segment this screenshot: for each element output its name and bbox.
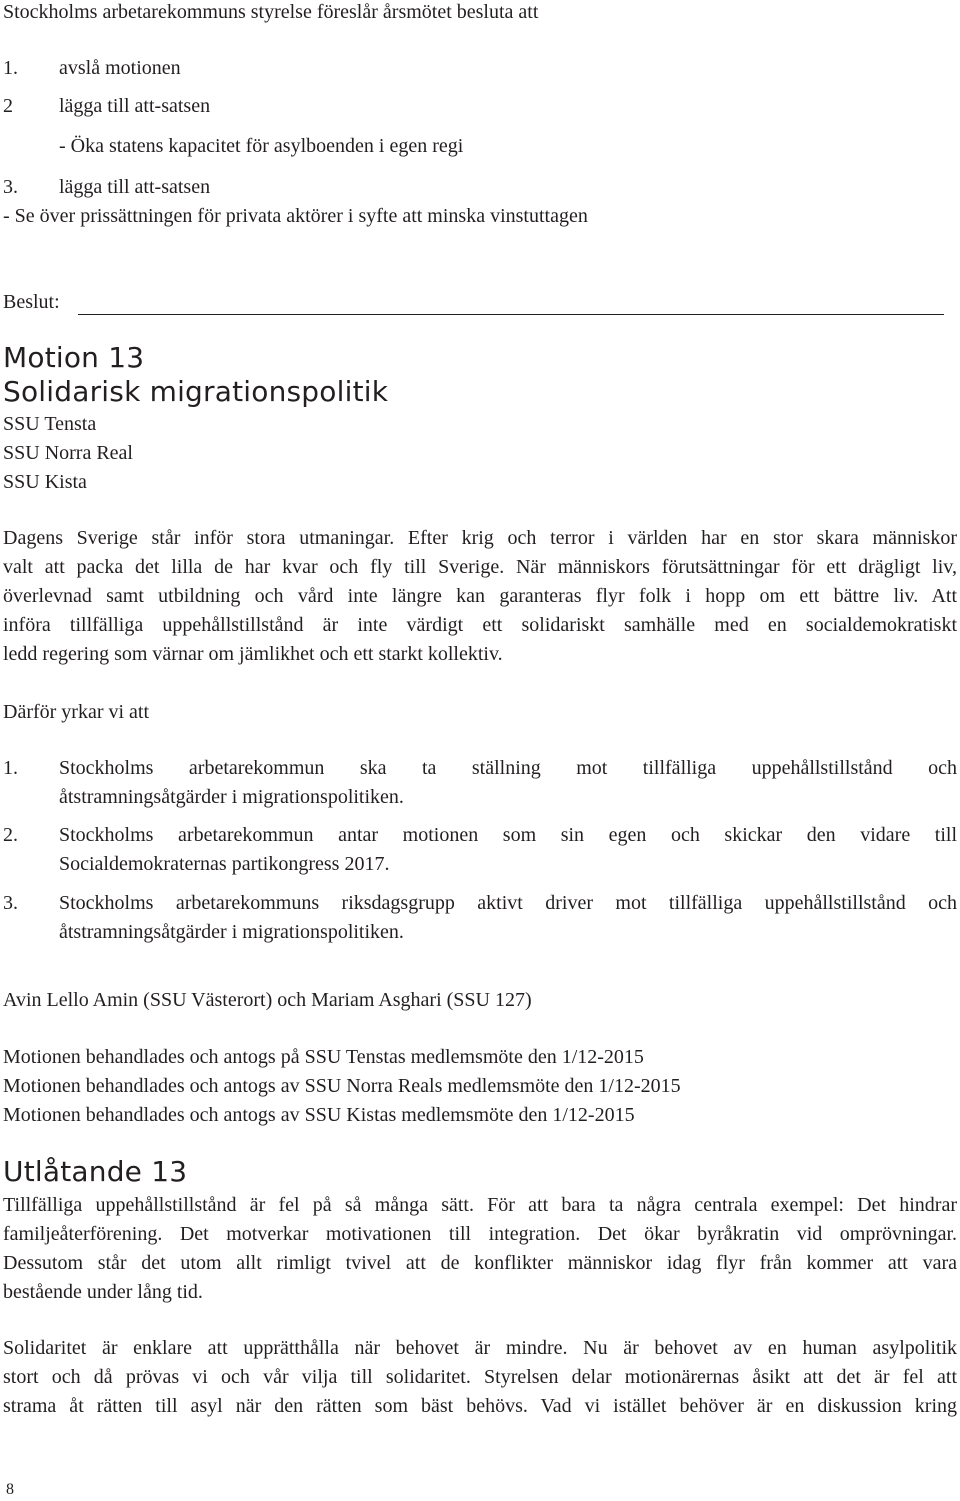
proposal-item-number: 3. [3, 176, 18, 198]
treatment-line: Motionen behandlades och antogs av SSU Kistas medlemsmöte den 1/12-2015 [3, 1104, 635, 1126]
motion-signature: Avin Lello Amin (SSU Västerort) och Mariam Asghari (SSU 127) [3, 989, 532, 1011]
motion-author: SSU Kista [3, 471, 87, 493]
demand-line: Socialdemokraternas partikongress 2017. [59, 853, 390, 875]
motion-body-line: överlevnad samt utbildning och vård inte längre kan garanteras flyr folk i hopp om ett bättre liv. Att [3, 585, 957, 607]
motion-body-line: ledd regering som värnar om jämlikhet och ett starkt kollektiv. [3, 643, 503, 665]
demand-line: åtstramningsåtgärder i migrationspolitiken. [59, 921, 404, 943]
proposal-item-text: avslå motionen [59, 57, 181, 79]
motion-author: SSU Norra Real [3, 442, 133, 464]
demand-line: Stockholms arbetarekommuns riksdagsgrupp aktivt driver mot tillfälliga uppehållstillstånd och [59, 892, 957, 914]
statement-line: stort och då prövas vi och vår vilja till solidaritet. Styrelsen delar motionärernas åsikt att det är fel att [3, 1366, 957, 1388]
statement-title: Utlåtande 13 [3, 1155, 188, 1188]
proposal-item-text: lägga till att-satsen [59, 176, 211, 198]
decision-line [78, 314, 944, 315]
motion-body-line: införa tillfälliga uppehållstillstånd är inte värdigt ett solidariskt samhälle med en socialdemokratiskt [3, 614, 957, 636]
motion-body-line: valt att packa det lilla de har kvar och fly till Sverige. När människors förutsättningar för ett drägligt liv, [3, 556, 957, 578]
demand-number: 2. [3, 824, 18, 846]
statement-line: bestående under lång tid. [3, 1281, 203, 1303]
proposal-intro: Stockholms arbetarekommuns styrelse föreslår årsmötet besluta att [3, 1, 539, 23]
motion-body-line: Dagens Sverige står inför stora utmaningar. Efter krig och terror i världen har en stor skara människor [3, 527, 957, 549]
statement-line: Dessutom står det utom allt rimligt tvivel att de konflikter människor idag flyr från kommer att vara [3, 1252, 957, 1274]
statement-line: Solidaritet är enklare att upprätthålla när behovet är mindre. Nu är behovet av en human asylpolitik [3, 1337, 957, 1359]
statement-line: Tillfälliga uppehållstillstånd är fel på så många sätt. För att bara ta några centrala exempel: Det hindrar [3, 1194, 957, 1216]
proposal-item-number: 1. [3, 57, 18, 79]
page-number: 8 [6, 1481, 14, 1498]
proposal-item-text: lägga till att-satsen [59, 95, 211, 117]
demand-line: Stockholms arbetarekommun ska ta ställning mot tillfälliga uppehållstillstånd och [59, 757, 957, 779]
demand-number: 1. [3, 757, 18, 779]
proposal-item-number: 2 [3, 95, 13, 117]
motion-title: Motion 13 [3, 341, 145, 374]
proposal-item-text: - Öka statens kapacitet för asylboenden i egen regi [59, 135, 464, 157]
demand-intro: Därför yrkar vi att [3, 701, 150, 723]
statement-line: familjeåterförening. Det motverkar motivationen till integration. Det ökar byråkratin vid omprövningar. [3, 1223, 957, 1245]
motion-author: SSU Tensta [3, 413, 97, 435]
treatment-line: Motionen behandlades och antogs på SSU Tenstas medlemsmöte den 1/12-2015 [3, 1046, 644, 1068]
demand-line: åtstramningsåtgärder i migrationspolitiken. [59, 786, 404, 808]
motion-subtitle: Solidarisk migrationspolitik [3, 375, 389, 408]
treatment-line: Motionen behandlades och antogs av SSU Norra Reals medlemsmöte den 1/12-2015 [3, 1075, 681, 1097]
demand-number: 3. [3, 892, 18, 914]
statement-line: strama åt rätten till asyl när den rätten som bäst behövs. Vad vi istället behöver är en diskussion kring [3, 1395, 957, 1417]
demand-line: Stockholms arbetarekommun antar motionen som sin egen och skickar den vidare till [59, 824, 957, 846]
proposal-item-text: - Se över prissättningen för privata aktörer i syfte att minska vinstuttagen [3, 205, 588, 227]
decision-label: Beslut: [3, 291, 60, 313]
